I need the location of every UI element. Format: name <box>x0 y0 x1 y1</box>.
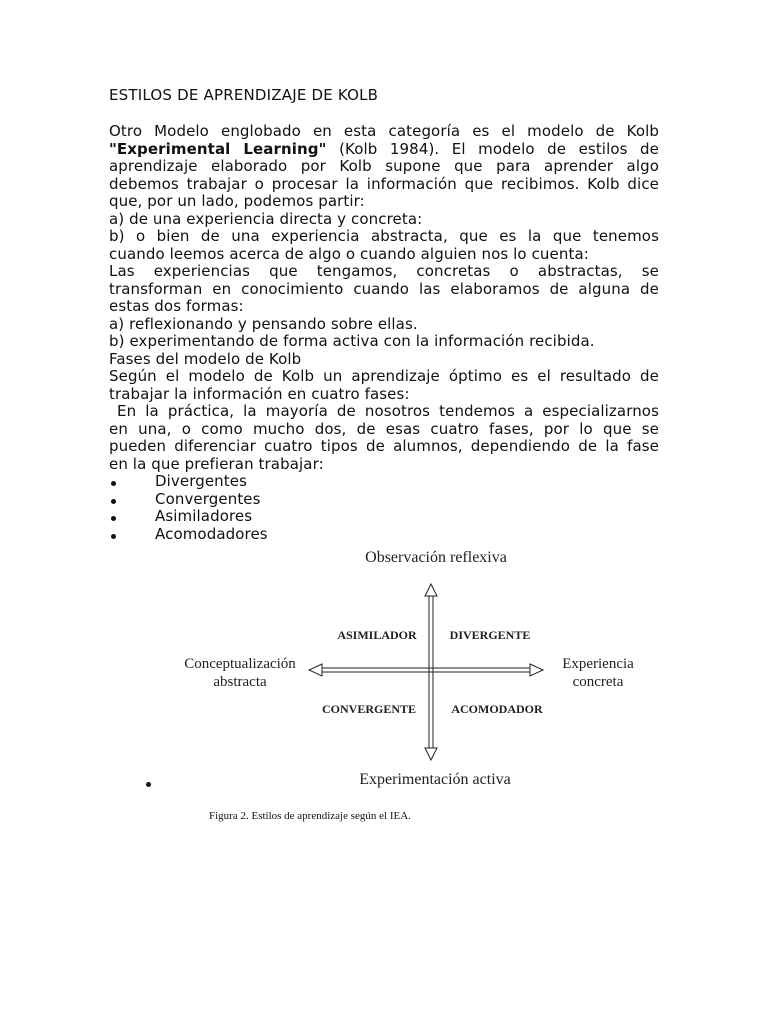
bullet-icon <box>111 481 116 486</box>
list-item <box>109 491 659 509</box>
axis-label-right-line1: Experiencia <box>562 656 634 672</box>
quadrant-label-asimilador: ASIMILADOR <box>337 628 417 642</box>
paragraph-line: En la práctica, la mayoría de nosotros tendemos a especializarnos <box>117 402 659 420</box>
bullet-icon <box>111 499 116 504</box>
list-line-b1-cont: cuando leemos acerca de algo o cuando alguien nos lo cuenta: <box>109 244 589 263</box>
list-line-a1: a) de una experiencia directa y concreta: <box>109 209 423 228</box>
horizontal-axis-arrow <box>309 664 543 676</box>
quadrant-label-convergente: CONVERGENTE <box>321 702 417 716</box>
learner-type-list <box>109 473 659 543</box>
document-body <box>109 123 659 543</box>
list-item-label: Asimiladores <box>155 507 253 525</box>
axis-label-bottom: Experimentación activa <box>359 771 511 788</box>
section-heading: Fases del modelo de Kolb <box>109 349 302 368</box>
kolb-quadrant-diagram <box>0 540 768 840</box>
list-item-label: Convergentes <box>155 489 261 508</box>
bullet-icon <box>111 534 116 539</box>
list-line-b1: b) o bien de una experiencia abstracta, que es la que tenemos <box>109 227 659 245</box>
list-line-b2: b) experimentando de forma activa con la información recibida. <box>109 332 595 350</box>
document-title: ESTILOS DE APRENDIZAJE DE KOLB <box>109 86 379 104</box>
quadrant-label-divergente: DIVERGENTE <box>449 628 531 642</box>
paragraph-line: pueden diferenciar cuatro tipos de alumnos, dependiendo de la fase <box>109 437 659 455</box>
axis-label-left-line2: abstracta <box>213 674 267 690</box>
paragraph-line: Las experiencias que tengamos, concretas o abstractas, se <box>109 262 659 280</box>
paragraph-line: en la que prefieran trabajar: <box>109 454 324 473</box>
paragraph-line <box>109 141 659 159</box>
paragraph-line: que, por un lado, podemos partir: <box>109 192 365 210</box>
figure-caption: Figura 2. Estilos de aprendizaje según el IEA. <box>209 810 411 822</box>
list-item-label: Divergentes <box>155 472 248 490</box>
paragraph-line: aprendizaje elaborado por Kolb supone que para aprender algo <box>109 157 659 175</box>
paragraph-line: estas dos formas: <box>109 297 244 315</box>
paragraph-text: (Kolb 1984). El modelo de estilos de <box>326 139 659 158</box>
list-item <box>109 473 659 491</box>
list-line-a2: a) reflexionando y pensando sobre ellas. <box>109 314 418 333</box>
axis-label-left-line1: Conceptualización <box>184 656 296 672</box>
bullet-icon <box>111 516 116 521</box>
paragraph-line: Otro Modelo englobado en esta categoría es el modelo de Kolb <box>109 122 659 140</box>
paragraph-line: en una, o como mucho dos, de esas cuatro fases, por lo que se <box>109 419 659 438</box>
quadrant-label-acomodador: ACOMODADOR <box>451 702 543 716</box>
bullet-icon <box>146 782 151 787</box>
paragraph-line: trabajar la información en cuatro fases: <box>109 384 410 403</box>
paragraph-line: Según el modelo de Kolb un aprendizaje óptimo es el resultado de <box>109 367 659 385</box>
list-item-label: Acomodadores <box>155 524 268 543</box>
paragraph-line: debemos trabajar o procesar la información que recibimos. Kolb dice <box>109 174 659 193</box>
list-item <box>109 508 659 526</box>
bold-term: "Experimental Learning" <box>109 139 327 158</box>
axis-label-right-line2: concreta <box>572 674 624 690</box>
paragraph-line: transforman en conocimiento cuando las elaboramos de alguna de <box>109 279 659 298</box>
axis-label-top: Observación reflexiva <box>365 549 507 566</box>
